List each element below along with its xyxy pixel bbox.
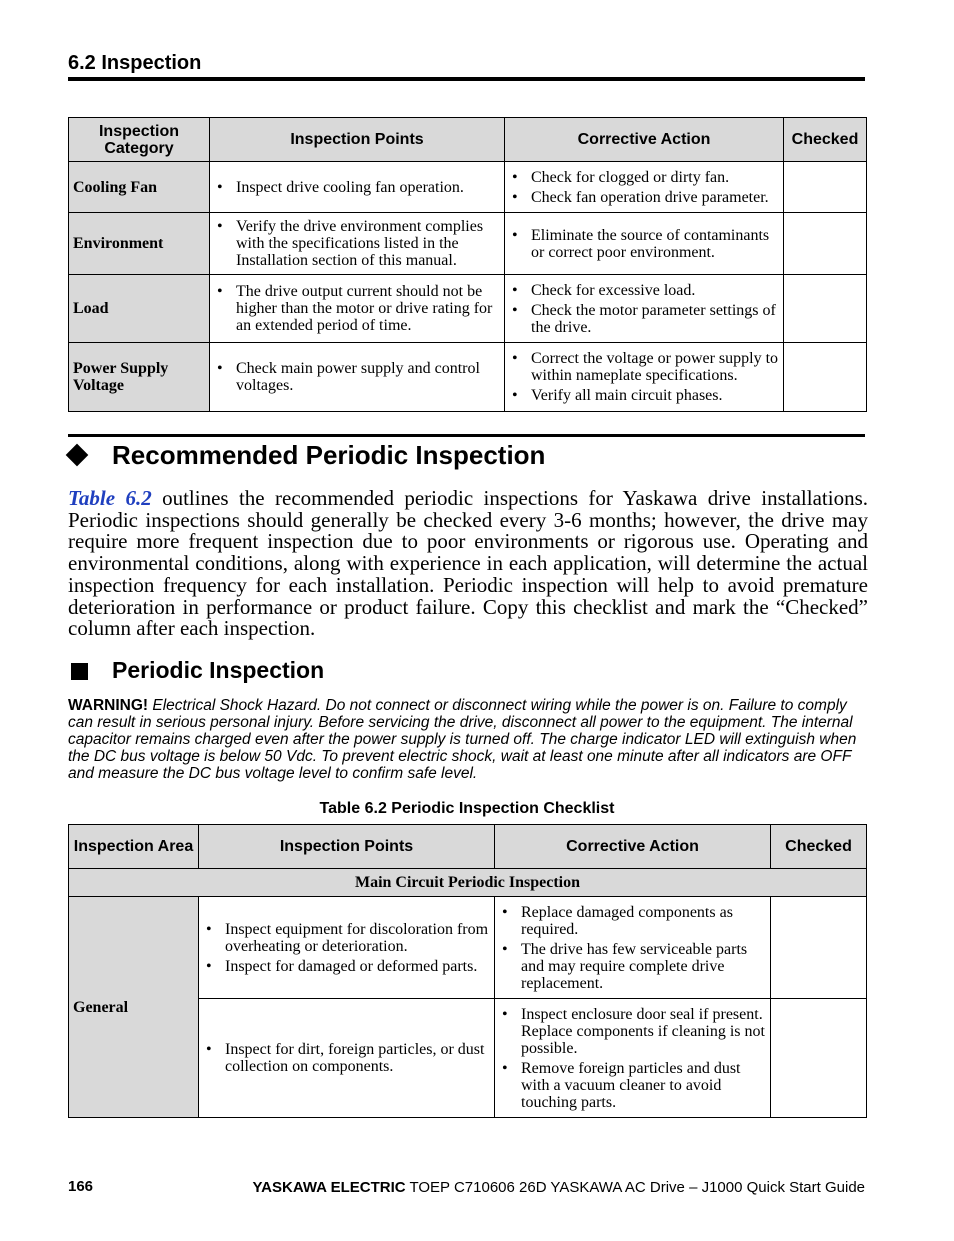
square-icon bbox=[71, 663, 88, 680]
footer-brand: YASKAWA ELECTRIC bbox=[252, 1179, 406, 1196]
column-header: Checked bbox=[771, 825, 867, 869]
diamond-icon bbox=[66, 444, 89, 467]
point-item: • Inspect for damaged or deformed parts. bbox=[203, 958, 490, 975]
checked-cell[interactable] bbox=[771, 897, 867, 999]
point-item: • Verify the drive environment complies with the specifications listed in the Installation section of this manual. bbox=[214, 218, 500, 269]
point-item: • The drive output current should not be higher than the motor or drive rating for an extended period of time. bbox=[214, 283, 500, 334]
inspection-table bbox=[68, 117, 867, 412]
periodic-inspection-table bbox=[68, 824, 867, 1118]
table-header-row bbox=[69, 825, 867, 869]
point-item: • Inspect equipment for discoloration from overheating or deterioration. bbox=[203, 921, 490, 955]
point-item: • Check main power supply and control voltages. bbox=[214, 360, 500, 394]
section-rule bbox=[68, 434, 865, 437]
action-item: • Check for excessive load. bbox=[509, 282, 779, 299]
intro-paragraph bbox=[68, 488, 868, 640]
column-header: Inspection Points bbox=[199, 825, 495, 869]
action-item: • Replace damaged components as required. bbox=[499, 904, 766, 938]
point-item: • Inspect drive cooling fan operation. bbox=[214, 179, 500, 196]
column-header: Inspection Points bbox=[210, 118, 505, 162]
action-item: • Check for clogged or dirty fan. bbox=[509, 169, 779, 186]
column-header: Checked bbox=[784, 118, 867, 162]
page-number: 166 bbox=[68, 1178, 94, 1195]
action-item: • Eliminate the source of contaminants or correct poor environment. bbox=[509, 227, 779, 261]
table-row bbox=[69, 897, 867, 999]
table-row bbox=[69, 343, 867, 412]
action-item: • Correct the voltage or power supply to within nameplate specifications. bbox=[509, 350, 779, 384]
category-cell: Environment bbox=[69, 213, 210, 275]
footer-text bbox=[253, 1179, 865, 1196]
section-header: 6.2 Inspection bbox=[68, 52, 202, 74]
intro-text: outlines the recommended periodic inspections for Yaskawa drive installations. Periodic inspections should generally be checked every 3-6 months; however, the drive may require more frequent inspection due to poor environments or rigorous use. Operating and environmental conditions, along with experience in each application, will determine the actual inspection frequency for each installation. Periodic inspection will help to avoid premature deterioration in performance or product failure. Copy this checklist and mark the “Checked” column after each inspection. bbox=[68, 486, 869, 641]
checked-cell[interactable] bbox=[784, 275, 867, 343]
checked-cell[interactable] bbox=[784, 343, 867, 412]
header-rule bbox=[68, 77, 865, 81]
action-item: • Check the motor parameter settings of the drive. bbox=[509, 302, 779, 336]
footer-doc: TOEP C710606 26D YASKAWA AC Drive – J1000 Quick Start Guide bbox=[405, 1179, 865, 1196]
category-cell: Cooling Fan bbox=[69, 162, 210, 213]
table-header-row bbox=[69, 118, 867, 162]
group-header: Main Circuit Periodic Inspection bbox=[69, 869, 867, 897]
column-header: Inspection Category bbox=[69, 118, 210, 162]
category-cell: Load bbox=[69, 275, 210, 343]
area-cell: General bbox=[69, 897, 199, 1118]
group-header-row bbox=[69, 869, 867, 897]
table-row bbox=[69, 162, 867, 213]
table-link[interactable]: Table 6.2 bbox=[68, 486, 152, 510]
action-item: • Remove foreign particles and dust with a vacuum cleaner to avoid touching parts. bbox=[499, 1060, 766, 1111]
column-header: Corrective Action bbox=[505, 118, 784, 162]
checked-cell[interactable] bbox=[784, 213, 867, 275]
table-caption: Table 6.2 Periodic Inspection Checklist bbox=[319, 800, 615, 817]
table-row bbox=[69, 213, 867, 275]
checked-cell[interactable] bbox=[784, 162, 867, 213]
action-item: • The drive has few serviceable parts and may require complete drive replacement. bbox=[499, 941, 766, 992]
warning-label: WARNING! bbox=[68, 697, 149, 714]
subsection-title: Periodic Inspection bbox=[112, 657, 325, 683]
action-item: • Verify all main circuit phases. bbox=[509, 387, 779, 404]
table-row bbox=[69, 275, 867, 343]
section-title: Recommended Periodic Inspection bbox=[112, 440, 546, 470]
action-item: • Check fan operation drive parameter. bbox=[509, 189, 779, 206]
checked-cell[interactable] bbox=[771, 999, 867, 1118]
warning-paragraph bbox=[68, 697, 868, 782]
column-header: Corrective Action bbox=[495, 825, 771, 869]
category-cell: Power Supply Voltage bbox=[69, 343, 210, 412]
point-item: • Inspect for dirt, foreign particles, or dust collection on components. bbox=[203, 1041, 490, 1075]
warning-text: Electrical Shock Hazard. Do not connect or disconnect wiring while the power is on. Failure to comply can result in serious personal injury. Before servicing the drive, disconnect all power to the equipment. The internal capacitor remains charged even after the power supply is turned off. The charge indicator LED will extinguish when the DC bus voltage is below 50 Vdc. To prevent electric shock, wait at least one minute after all indicators are OFF and measure the DC bus voltage level to confirm safe level. bbox=[68, 697, 857, 782]
column-header: Inspection Area bbox=[69, 825, 199, 869]
action-item: • Inspect enclosure door seal if present. Replace components if cleaning is not possible. bbox=[499, 1006, 766, 1057]
